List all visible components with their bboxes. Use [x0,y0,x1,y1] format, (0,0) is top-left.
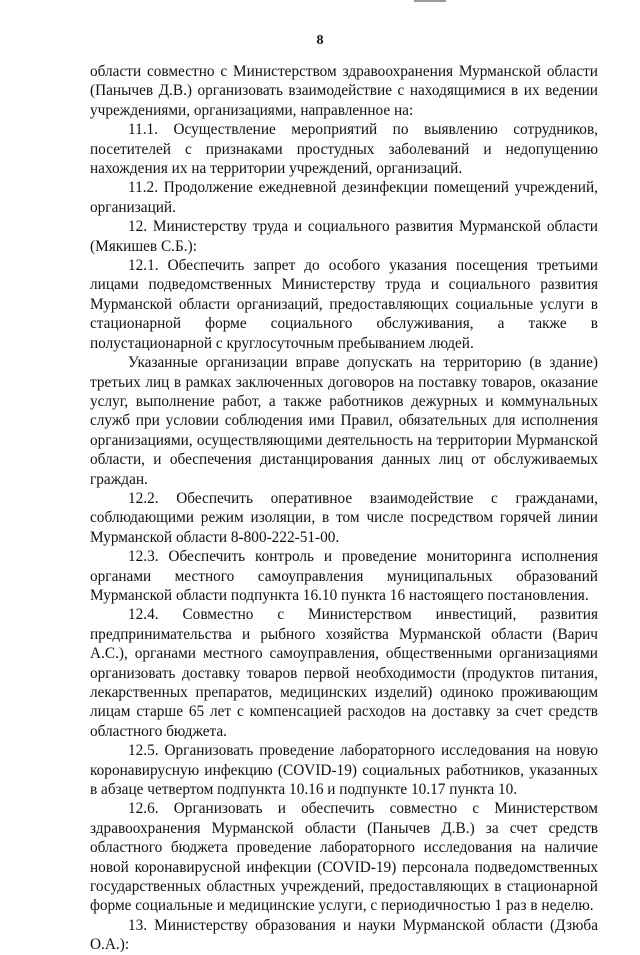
page-number: 8 [316,33,324,48]
paragraph-12-6: 12.6. Организовать и обеспечить совместно с Министерством здравоохранения Мурманской области (Панычев Д.В.) за счет средств областного бюджета проведение лабораторного исследования на наличие новой коронавирусной инфекции (COVID-19) персонала подведомственных государственных областных учреждений, предоставляющих в стационарной форме социальные и медицинские услуги, с периодичностью 1 раз в неделю. [90,800,598,915]
document-body [90,62,598,955]
top-edge-mark [414,0,446,2]
paragraph-12-3: 12.3. Обеспечить контроль и проведение мониторинга исполнения органами местного самоуправления муниципальных образований Мурманской области подпункта 16.10 пункта 16 настоящего постановления. [90,548,598,604]
paragraph-continuation: области совместно с Министерством здравоохранения Мурманской области (Панычев Д.В.) организовать взаимодействие с находящимися в их ведении учреждениями, организациями, направленное на: [90,63,598,119]
paragraph-12-5: 12.5. Организовать проведение лабораторного исследования на новую коронавирусную инфекцию (COVID-19) социальных работников, указанных в абзаце четвертом подпункта 10.16 и подпункте 10.17 пункта 10. [90,742,598,799]
paragraph-12-1: 12.1. Обеспечить запрет до особого указания посещения третьими лицами подведомственных Министерству труда и социального развития Мурманской области организаций, предоставляющих социальные услуги в стационарной форме социального обслуживания, а также в полустационарной с круглосуточным пребыванием людей. [90,257,598,352]
paragraph-12-4: 12.4. Совместно с Министерством инвестиций, развития предпринимательства и рыбного хозяйства Мурманской области (Варич А.С.), органами местного самоуправления, общественными организациями организовать доставку товаров первой необходимости (продуктов питания, лекарственных препаратов, медицинских изделий) одиноко проживающим лицам старше 65 лет с компенсацией расходов на доставку за счет средств областного бюджета. [90,606,598,740]
paragraph-11-1: 11.1. Осуществление мероприятий по выявлению сотрудников, посетителей с признаками простудных заболеваний и недопущению нахождения их на территории учреждений, организаций. [90,121,598,178]
paragraph-12-1-note: Указанные организации вправе допускать на территорию (в здание) третьих лиц в рамках заключенных договоров на поставку товаров, оказание услуг, выполнение работ, а также работников дежурных и коммунальных служб при условии соблюдения ими Правил, обязательных для исполнения организациями, осуществляющими деятельность на территории Мурманской области, и обеспечения дистанцирования данных лиц от обслуживаемых граждан. [90,354,598,488]
paragraph-11-2: 11.2. Продолжение ежедневной дезинфекции помещений учреждений, организаций. [90,179,598,216]
paragraph-12-2: 12.2. Обеспечить оперативное взаимодействие с гражданами, соблюдающими режим изоляции, в том числе посредством горячей линии Мурманской области 8-800-222-51-00. [90,489,598,546]
paragraph-13: 13. Министерству образования и науки Мурманской области (Дзюба О.А.): [90,916,598,954]
paragraph-12: 12. Министерству труда и социального развития Мурманской области (Мякишев С.Б.): [90,218,598,255]
